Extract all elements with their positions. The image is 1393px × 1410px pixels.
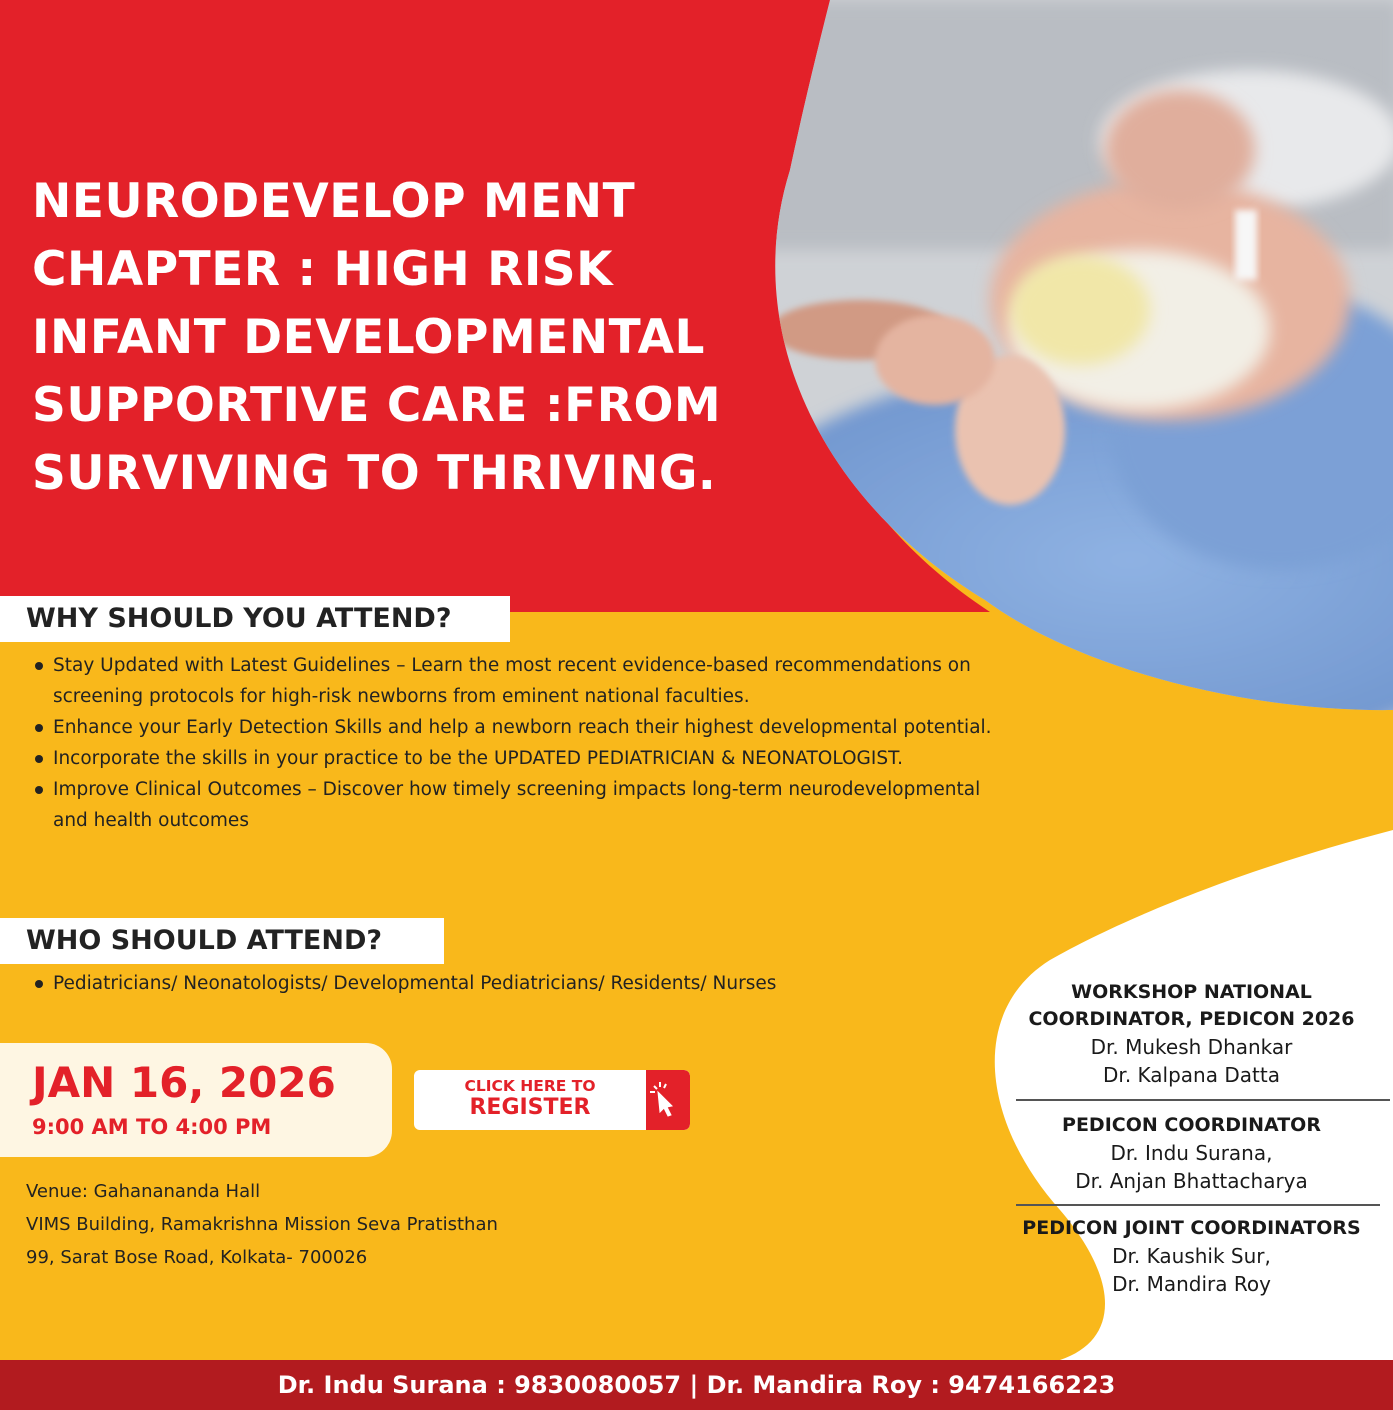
headline-line: SUPPORTIVE CARE :FROM [32, 378, 722, 433]
baby-photo [710, 0, 1393, 760]
pedicon-coordinator-block [1000, 1112, 1383, 1195]
register-label [414, 1077, 646, 1121]
headline-line: NEURODEVELOP MENT [32, 174, 636, 229]
coordinator-name: Dr. Indu Surana, [1110, 1141, 1273, 1165]
list-item: Pediatricians/ Neonatologists/ Developmental Pediatricians/ Residents/ Nurses [34, 968, 994, 999]
coordinator-heading: PEDICON COORDINATOR [1062, 1114, 1321, 1136]
coordinator-heading: PEDICON JOINT COORDINATORS [1022, 1217, 1361, 1239]
event-date: JAN 16, 2026 [32, 1058, 336, 1107]
event-headline [32, 168, 792, 508]
event-time: 9:00 AM TO 4:00 PM [32, 1115, 272, 1139]
coordinator-name: Dr. Mukesh Dhankar [1090, 1035, 1293, 1059]
headline-line: SURVIVING TO THRIVING. [32, 446, 717, 501]
cursor-click-icon [646, 1070, 690, 1130]
headline-line: INFANT DEVELOPMENTAL [32, 310, 705, 365]
venue-line: VIMS Building, Ramakrishna Mission Seva Pratisthan [26, 1214, 498, 1235]
register-label-line1: CLICK HERE TO [464, 1077, 596, 1095]
list-item: Stay Updated with Latest Guidelines – Learn the most recent evidence-based recommendations on screening protocols for high-risk newborns from eminent national faculties. [34, 650, 994, 712]
coordinator-name: Dr. Anjan Bhattacharya [1075, 1169, 1308, 1193]
register-label-line2: REGISTER [469, 1095, 591, 1120]
divider [1016, 1204, 1380, 1206]
who-attend-heading: WHO SHOULD ATTEND? [0, 918, 444, 964]
coordinator-name: Dr. Kaushik Sur, [1112, 1244, 1271, 1268]
register-button[interactable] [414, 1070, 690, 1130]
footer-contacts: Dr. Indu Surana : 9830080057 | Dr. Mandira Roy : 9474166223 [0, 1360, 1393, 1410]
event-date-box [0, 1043, 392, 1157]
divider [1016, 1099, 1390, 1101]
coordinator-heading: COORDINATOR, PEDICON 2026 [1028, 1008, 1355, 1030]
why-attend-heading: WHY SHOULD YOU ATTEND? [0, 596, 510, 642]
national-coordinator-block [1000, 979, 1383, 1089]
list-item: Enhance your Early Detection Skills and help a newborn reach their highest developmental potential. [34, 712, 994, 743]
list-item: Improve Clinical Outcomes – Discover how timely screening impacts long-term neurodevelopmental and health outcomes [34, 774, 994, 836]
list-item: Incorporate the skills in your practice to be the UPDATED PEDIATRICIAN & NEONATOLOGIST. [34, 743, 994, 774]
coordinator-name: Dr. Kalpana Datta [1103, 1063, 1280, 1087]
coordinator-name: Dr. Mandira Roy [1112, 1272, 1271, 1296]
coordinator-heading: WORKSHOP NATIONAL [1071, 981, 1312, 1003]
pedicon-joint-coordinators-block [1000, 1215, 1383, 1298]
why-attend-list [34, 650, 994, 836]
venue-line: 99, Sarat Bose Road, Kolkata- 700026 [26, 1247, 368, 1268]
venue-address [26, 1175, 498, 1274]
venue-line: Venue: Gahanananda Hall [26, 1181, 261, 1202]
who-attend-list [34, 968, 994, 999]
headline-line: CHAPTER : HIGH RISK [32, 242, 614, 297]
